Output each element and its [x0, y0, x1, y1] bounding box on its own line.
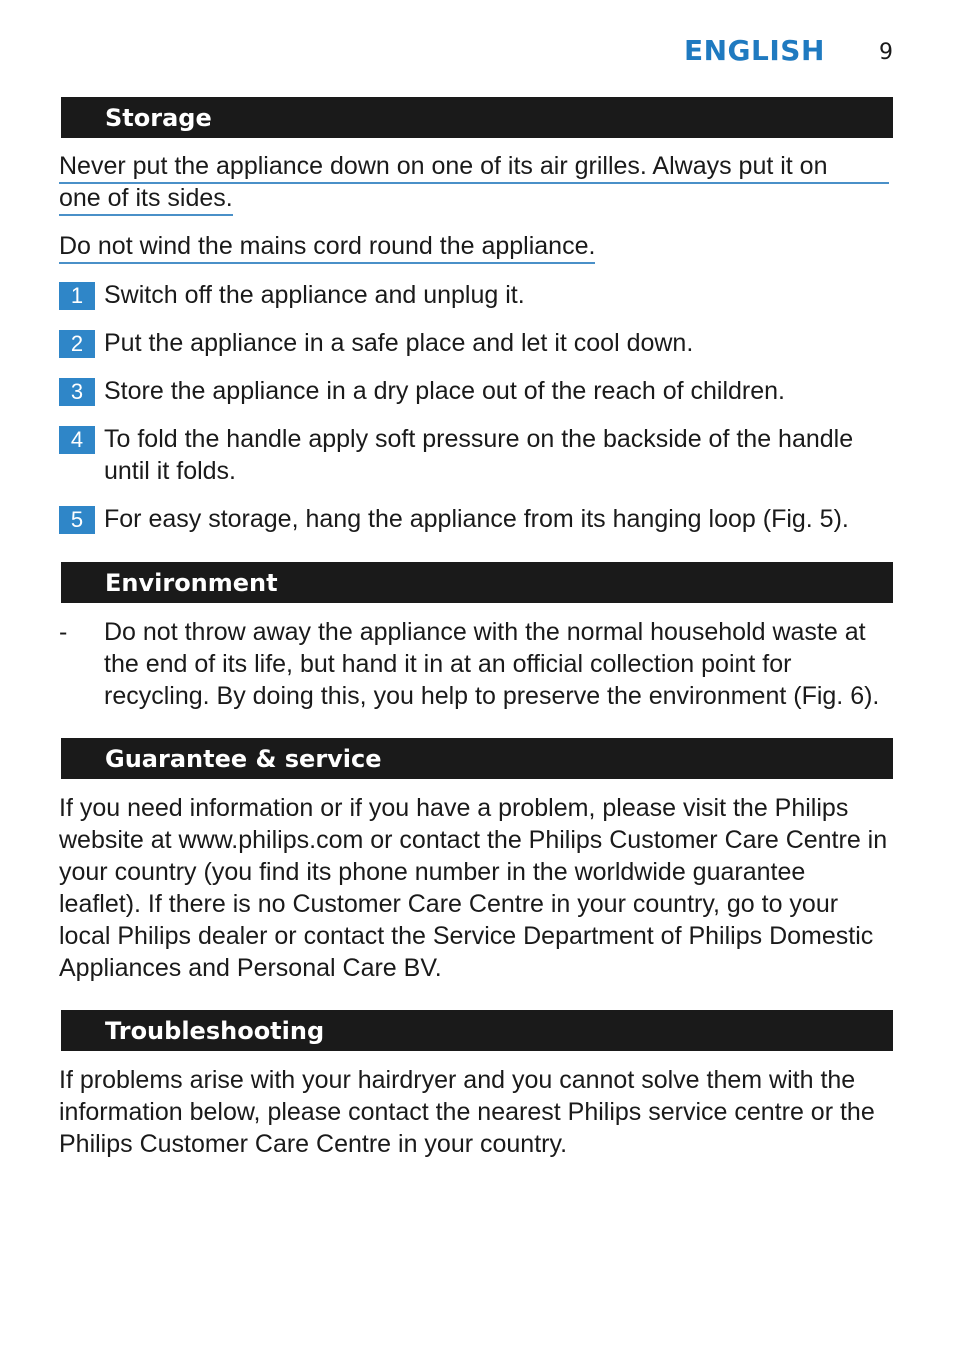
step-number-badge: 5 — [59, 506, 95, 534]
page-number: 9 — [879, 40, 893, 65]
step-text: Switch off the appliance and unplug it. — [104, 281, 525, 309]
storage-warning-line-2: one of its sides. — [59, 184, 233, 216]
step-text: Store the appliance in a dry place out of the reach of children. — [104, 377, 785, 405]
guarantee-text-before: If you need information or if you have a problem, please visit the Philips website at — [59, 794, 849, 854]
step-text: For easy storage, hang the appliance from its hanging loop (Fig. 5). — [104, 505, 849, 533]
storage-warning-cord: Do not wind the mains cord round the appliance. — [59, 232, 595, 264]
section-title-guarantee: Guarantee & service — [61, 738, 893, 779]
bullet-dash: - — [59, 618, 68, 646]
environment-text: Do not throw away the appliance with the normal household waste at the end of its life, but hand it in at an official collection point for recycling. By doing this, you help to preserve the environment (Fig. 6). — [104, 618, 880, 710]
troubleshooting-paragraph: If problems arise with your hairdryer and you cannot solve them with the information below, please contact the nearest Philips service centre or the Philips Customer Care Centre in your country. — [59, 1066, 875, 1158]
step-number-badge: 3 — [59, 378, 95, 406]
section-title-troubleshooting: Troubleshooting — [61, 1010, 893, 1051]
philips-website-link[interactable]: www.philips.com — [178, 826, 364, 854]
language-label: ENGLISH — [684, 34, 825, 67]
step-text: Put the appliance in a safe place and let it cool down. — [104, 329, 694, 357]
section-title-environment: Environment — [61, 562, 893, 603]
section-title-storage: Storage — [61, 97, 893, 138]
guarantee-text-after: or contact the Philips Customer Care Centre in your country (you find its phone number in the worldwide guarantee leaflet). If there is no Customer Care Centre in your country, go to your local Philips dealer or contact the Service Department of Philips Domestic Appliances and Personal Care BV. — [59, 826, 888, 982]
guarantee-paragraph — [59, 792, 889, 984]
step-number-badge: 1 — [59, 282, 95, 310]
storage-warning-line-1: Never put the appliance down on one of its air grilles. Always put it on — [59, 152, 889, 184]
step-number-badge: 2 — [59, 330, 95, 358]
step-number-badge: 4 — [59, 426, 95, 454]
step-text: To fold the handle apply soft pressure on the backside of the handle until it folds. — [104, 425, 854, 485]
